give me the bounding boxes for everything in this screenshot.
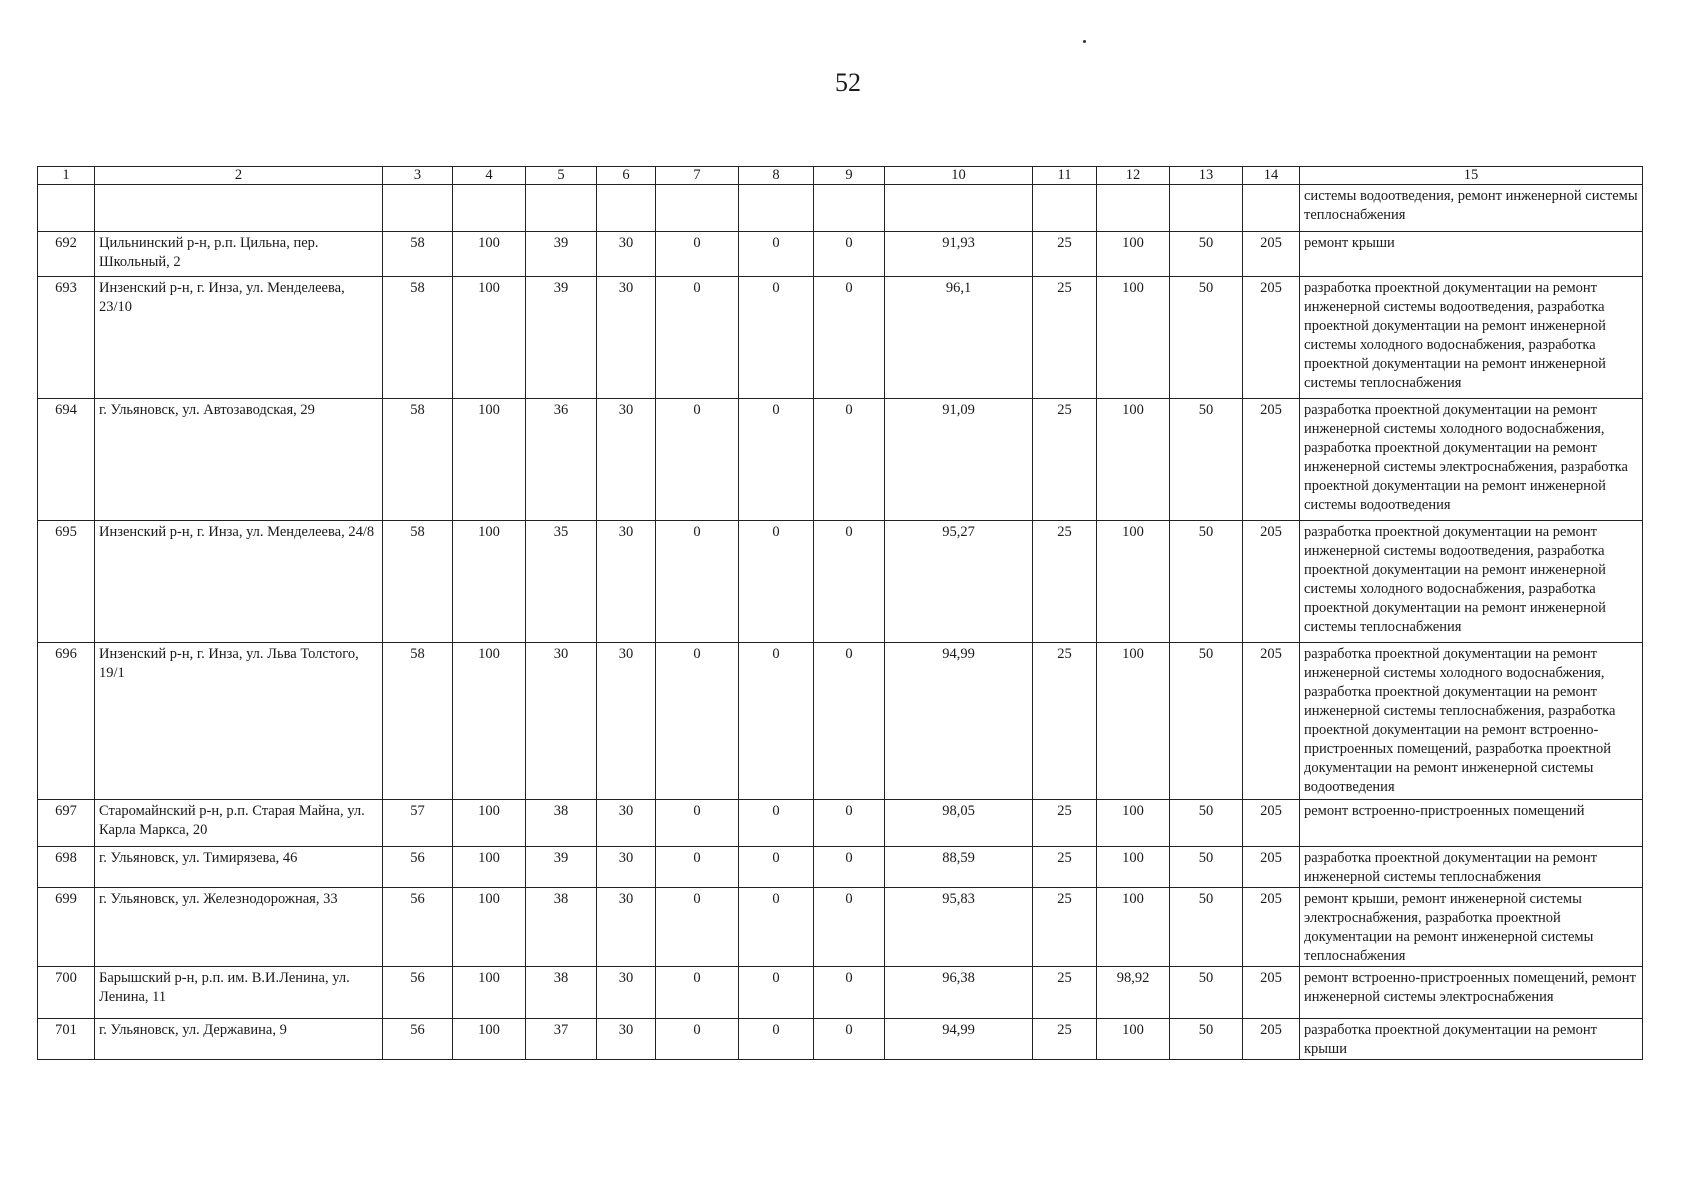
table-row <box>38 643 1643 800</box>
value-cell: 30 <box>597 847 656 888</box>
row-number-cell: 696 <box>38 643 95 800</box>
value-cell: 0 <box>656 1019 739 1060</box>
address-cell: Цильнинский р-н, р.п. Цильна, пер. Школьный, 2 <box>95 232 383 277</box>
value-cell: 30 <box>597 1019 656 1060</box>
value-cell: 100 <box>1097 888 1170 967</box>
row-number-cell: 698 <box>38 847 95 888</box>
works-cell: ремонт встроенно-пристроенных помещений, ремонт инженерной системы электроснабжения <box>1300 967 1643 1019</box>
value-cell: 100 <box>453 888 526 967</box>
value-cell: 0 <box>656 232 739 277</box>
value-cell: 0 <box>656 967 739 1019</box>
value-cell: 30 <box>597 521 656 643</box>
address-cell: Инзенский р-н, г. Инза, ул. Менделеева, 23/10 <box>95 277 383 399</box>
value-cell: 205 <box>1243 967 1300 1019</box>
value-cell: 58 <box>383 232 453 277</box>
value-cell <box>1170 185 1243 232</box>
value-cell: 205 <box>1243 232 1300 277</box>
column-header-1: 1 <box>38 167 95 185</box>
value-cell: 38 <box>526 800 597 847</box>
works-cell: разработка проектной документации на ремонт инженерной системы водоотведения, разработка проектной документации на ремонт инженерной системы холодного водоснабжения, разработка проектной документации на ремонт инженерной системы теплоснабжения <box>1300 277 1643 399</box>
value-cell: 30 <box>597 888 656 967</box>
value-cell: 58 <box>383 399 453 521</box>
value-cell: 50 <box>1170 643 1243 800</box>
value-cell: 30 <box>597 277 656 399</box>
value-cell: 0 <box>739 1019 814 1060</box>
value-cell: 30 <box>597 643 656 800</box>
value-cell: 35 <box>526 521 597 643</box>
value-cell: 58 <box>383 277 453 399</box>
value-cell: 25 <box>1033 232 1097 277</box>
value-cell: 25 <box>1033 967 1097 1019</box>
address-cell: г. Ульяновск, ул. Тимирязева, 46 <box>95 847 383 888</box>
value-cell: 30 <box>597 232 656 277</box>
value-cell: 0 <box>656 643 739 800</box>
value-cell: 0 <box>656 277 739 399</box>
works-cell: ремонт встроенно-пристроенных помещений <box>1300 800 1643 847</box>
value-cell: 100 <box>1097 643 1170 800</box>
value-cell: 25 <box>1033 800 1097 847</box>
table-body <box>38 185 1643 1060</box>
value-cell: 30 <box>597 800 656 847</box>
address-cell <box>95 185 383 232</box>
value-cell: 100 <box>453 847 526 888</box>
value-cell: 0 <box>739 847 814 888</box>
value-cell <box>383 185 453 232</box>
value-cell <box>453 185 526 232</box>
column-header-3: 3 <box>383 167 453 185</box>
row-number-cell: 695 <box>38 521 95 643</box>
value-cell: 0 <box>739 521 814 643</box>
row-number-cell: 699 <box>38 888 95 967</box>
value-cell: 50 <box>1170 800 1243 847</box>
value-cell <box>526 185 597 232</box>
value-cell: 205 <box>1243 643 1300 800</box>
value-cell: 91,09 <box>885 399 1033 521</box>
address-cell: Барышский р-н, р.п. им. В.И.Ленина, ул. Ленина, 11 <box>95 967 383 1019</box>
value-cell: 0 <box>739 643 814 800</box>
value-cell: 25 <box>1033 888 1097 967</box>
value-cell: 50 <box>1170 888 1243 967</box>
value-cell: 0 <box>814 277 885 399</box>
value-cell: 100 <box>453 232 526 277</box>
value-cell: 100 <box>1097 1019 1170 1060</box>
value-cell: 56 <box>383 847 453 888</box>
table-row <box>38 1019 1643 1060</box>
column-header-10: 10 <box>885 167 1033 185</box>
value-cell: 205 <box>1243 847 1300 888</box>
column-header-4: 4 <box>453 167 526 185</box>
column-header-6: 6 <box>597 167 656 185</box>
value-cell: 0 <box>739 277 814 399</box>
value-cell: 39 <box>526 847 597 888</box>
value-cell: 50 <box>1170 399 1243 521</box>
value-cell: 50 <box>1170 1019 1243 1060</box>
value-cell: 36 <box>526 399 597 521</box>
value-cell: 100 <box>1097 847 1170 888</box>
column-header-2: 2 <box>95 167 383 185</box>
address-cell: г. Ульяновск, ул. Державина, 9 <box>95 1019 383 1060</box>
value-cell: 100 <box>453 643 526 800</box>
value-cell <box>1097 185 1170 232</box>
table-header <box>38 167 1643 185</box>
value-cell <box>597 185 656 232</box>
value-cell <box>814 185 885 232</box>
row-number-cell: 701 <box>38 1019 95 1060</box>
value-cell: 0 <box>814 888 885 967</box>
value-cell: 95,27 <box>885 521 1033 643</box>
value-cell: 0 <box>656 888 739 967</box>
value-cell: 38 <box>526 888 597 967</box>
value-cell: 205 <box>1243 1019 1300 1060</box>
column-header-14: 14 <box>1243 167 1300 185</box>
value-cell: 0 <box>814 1019 885 1060</box>
value-cell: 98,92 <box>1097 967 1170 1019</box>
column-header-7: 7 <box>656 167 739 185</box>
value-cell: 50 <box>1170 521 1243 643</box>
address-cell: Инзенский р-н, г. Инза, ул. Льва Толстого, 19/1 <box>95 643 383 800</box>
value-cell: 0 <box>656 800 739 847</box>
row-number-cell: 697 <box>38 800 95 847</box>
scan-speck <box>1083 40 1086 43</box>
value-cell <box>1243 185 1300 232</box>
value-cell: 0 <box>739 967 814 1019</box>
value-cell: 56 <box>383 967 453 1019</box>
address-cell: г. Ульяновск, ул. Железнодорожная, 33 <box>95 888 383 967</box>
works-cell: системы водоотведения, ремонт инженерной системы теплоснабжения <box>1300 185 1643 232</box>
value-cell: 37 <box>526 1019 597 1060</box>
column-header-9: 9 <box>814 167 885 185</box>
value-cell: 0 <box>656 521 739 643</box>
row-number-cell: 693 <box>38 277 95 399</box>
value-cell: 100 <box>1097 232 1170 277</box>
value-cell: 0 <box>814 967 885 1019</box>
value-cell: 56 <box>383 1019 453 1060</box>
value-cell: 50 <box>1170 277 1243 399</box>
value-cell: 0 <box>656 847 739 888</box>
value-cell: 100 <box>1097 277 1170 399</box>
value-cell <box>1033 185 1097 232</box>
value-cell: 30 <box>597 967 656 1019</box>
value-cell: 100 <box>453 967 526 1019</box>
value-cell: 100 <box>1097 521 1170 643</box>
row-number-cell: 700 <box>38 967 95 1019</box>
column-header-15: 15 <box>1300 167 1643 185</box>
value-cell: 91,93 <box>885 232 1033 277</box>
value-cell: 100 <box>453 399 526 521</box>
value-cell: 0 <box>739 399 814 521</box>
column-header-12: 12 <box>1097 167 1170 185</box>
value-cell <box>885 185 1033 232</box>
works-cell: разработка проектной документации на ремонт крыши <box>1300 1019 1643 1060</box>
value-cell: 205 <box>1243 888 1300 967</box>
value-cell: 0 <box>814 399 885 521</box>
value-cell: 98,05 <box>885 800 1033 847</box>
value-cell: 0 <box>739 800 814 847</box>
value-cell: 205 <box>1243 521 1300 643</box>
value-cell: 58 <box>383 521 453 643</box>
value-cell: 56 <box>383 888 453 967</box>
value-cell <box>656 185 739 232</box>
value-cell <box>739 185 814 232</box>
value-cell: 50 <box>1170 232 1243 277</box>
table-row <box>38 967 1643 1019</box>
value-cell: 25 <box>1033 277 1097 399</box>
address-cell: Инзенский р-н, г. Инза, ул. Менделеева, 24/8 <box>95 521 383 643</box>
row-number-cell: 692 <box>38 232 95 277</box>
works-cell: ремонт крыши, ремонт инженерной системы электроснабжения, разработка проектной документации на ремонт инженерной системы теплоснабжения <box>1300 888 1643 967</box>
value-cell: 88,59 <box>885 847 1033 888</box>
value-cell: 25 <box>1033 847 1097 888</box>
row-number-cell <box>38 185 95 232</box>
value-cell: 50 <box>1170 967 1243 1019</box>
table-row <box>38 521 1643 643</box>
table-row <box>38 232 1643 277</box>
value-cell: 0 <box>814 643 885 800</box>
column-header-13: 13 <box>1170 167 1243 185</box>
header-row <box>38 167 1643 185</box>
value-cell: 94,99 <box>885 1019 1033 1060</box>
value-cell: 38 <box>526 967 597 1019</box>
value-cell: 100 <box>453 521 526 643</box>
value-cell: 25 <box>1033 1019 1097 1060</box>
value-cell: 0 <box>814 800 885 847</box>
table-row <box>38 800 1643 847</box>
value-cell: 0 <box>814 232 885 277</box>
value-cell: 205 <box>1243 399 1300 521</box>
value-cell: 30 <box>597 399 656 521</box>
works-cell: разработка проектной документации на ремонт инженерной системы холодного водоснабжения, разработка проектной документации на ремонт инженерной системы теплоснабжения, разработка проектной документации на ремонт встроенно-пристроенных помещений, разработка проектной документации на ремонт инженерной системы водоотведения <box>1300 643 1643 800</box>
value-cell: 50 <box>1170 847 1243 888</box>
works-cell: ремонт крыши <box>1300 232 1643 277</box>
page-number: 52 <box>835 68 861 97</box>
column-header-11: 11 <box>1033 167 1097 185</box>
value-cell: 0 <box>739 888 814 967</box>
table-row <box>38 888 1643 967</box>
value-cell: 100 <box>453 800 526 847</box>
column-header-5: 5 <box>526 167 597 185</box>
value-cell: 94,99 <box>885 643 1033 800</box>
address-cell: Старомайнский р-н, р.п. Старая Майна, ул. Карла Маркса, 20 <box>95 800 383 847</box>
value-cell: 0 <box>739 232 814 277</box>
value-cell: 25 <box>1033 399 1097 521</box>
address-cell: г. Ульяновск, ул. Автозаводская, 29 <box>95 399 383 521</box>
value-cell: 0 <box>656 399 739 521</box>
value-cell: 25 <box>1033 643 1097 800</box>
value-cell: 25 <box>1033 521 1097 643</box>
value-cell: 205 <box>1243 800 1300 847</box>
value-cell: 96,1 <box>885 277 1033 399</box>
registry-table <box>37 166 1643 1060</box>
value-cell: 100 <box>1097 399 1170 521</box>
value-cell: 100 <box>453 1019 526 1060</box>
table-row <box>38 399 1643 521</box>
value-cell: 96,38 <box>885 967 1033 1019</box>
value-cell: 100 <box>1097 800 1170 847</box>
value-cell: 57 <box>383 800 453 847</box>
table-row <box>38 277 1643 399</box>
value-cell: 0 <box>814 847 885 888</box>
works-cell: разработка проектной документации на ремонт инженерной системы теплоснабжения <box>1300 847 1643 888</box>
value-cell: 39 <box>526 232 597 277</box>
table-row <box>38 847 1643 888</box>
value-cell: 0 <box>814 521 885 643</box>
value-cell: 39 <box>526 277 597 399</box>
value-cell: 95,83 <box>885 888 1033 967</box>
value-cell: 58 <box>383 643 453 800</box>
works-cell: разработка проектной документации на ремонт инженерной системы водоотведения, разработка проектной документации на ремонт инженерной системы холодного водоснабжения, разработка проектной документации на ремонт инженерной системы теплоснабжения <box>1300 521 1643 643</box>
value-cell: 100 <box>453 277 526 399</box>
column-header-8: 8 <box>739 167 814 185</box>
value-cell: 30 <box>526 643 597 800</box>
works-cell: разработка проектной документации на ремонт инженерной системы холодного водоснабжения, разработка проектной документации на ремонт инженерной системы электроснабжения, разработка проектной документации на ремонт инженерной системы водоотведения <box>1300 399 1643 521</box>
value-cell: 205 <box>1243 277 1300 399</box>
continuation-row <box>38 185 1643 232</box>
row-number-cell: 694 <box>38 399 95 521</box>
